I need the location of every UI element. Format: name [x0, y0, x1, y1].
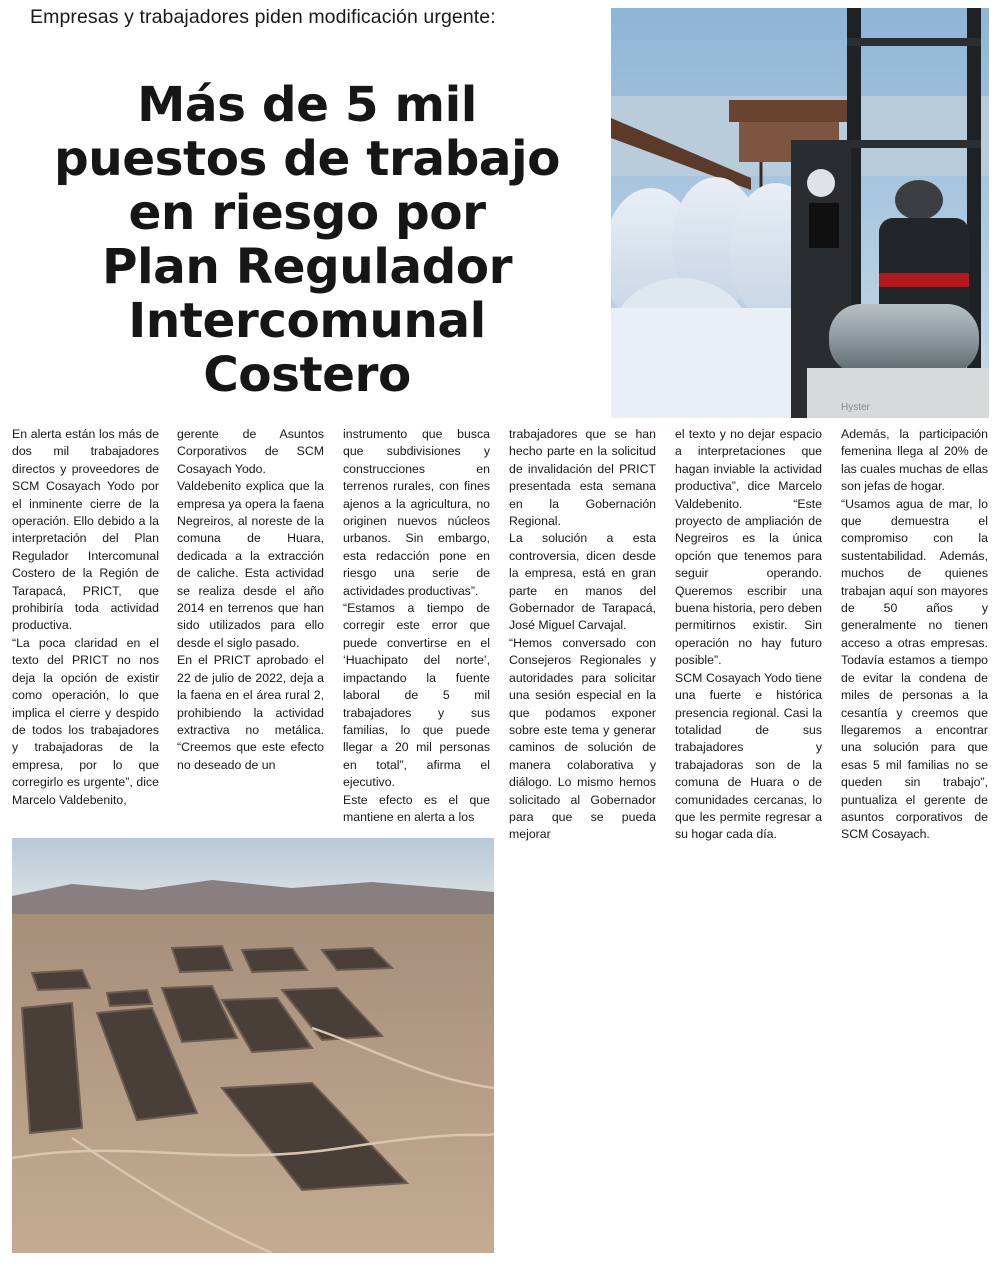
headline-line: en riesgo por — [128, 185, 486, 241]
forklift-photo — [611, 8, 989, 418]
paragraph: “La poca claridad en el texto del PRICT no nos deja la opción de existir como operación, lo que implica el cierre y despido de todos los trabajadores y trabajadoras de la empresa, por lo que corregirlo es urgente”, dice Marcelo Valdebenito, — [12, 635, 159, 807]
paragraph: “Hemos conversado con Consejeros Regionales y autoridades para solicitar una sesión especial en la que podamos exponer sobre este tema y generar caminos de solución de manera colaborativa y diálogo. Lo mismo hemos solicitado al Gobernador para que se pueda mejorar — [509, 635, 656, 842]
paragraph: Además, la participación femenina llega al 20% de las cuales muchas de ellas son jefas de hogar. — [841, 427, 988, 494]
headline-line: Intercomunal — [128, 293, 486, 349]
paragraph: La solución a esta controversia, dicen desde la empresa, está en gran parte en manos del Gobernador de Tarapacá, José Miguel Carvajal. — [509, 531, 656, 633]
paragraph: gerente de Asuntos Corporativos de SCM Cosayach Yodo. — [177, 427, 324, 476]
forklift-brand-label: Hyster — [841, 402, 870, 413]
headline-line: Costero — [203, 347, 411, 403]
aerial-mine-photo — [12, 838, 494, 1253]
paragraph: “Usamos agua de mar, lo que demuestra el compromiso con la sustentabilidad. Además, muchos de quienes trabajan aquí son mayores de 50 años y generalmente no tienen acceso a otras empresas. Todavía estamos a tiempo de evitar la condena de miles de personas a la cesantía y creemos que llegaremos a encontrar una solución para que esas 5 mil familias no se queden sin trabajo”, puntualiza el gerente de asuntos corporativos de SCM Cosayach. — [841, 496, 988, 842]
headline-line: Más de 5 mil — [137, 77, 477, 133]
kicker-line: Empresas y trabajadores piden modificación urgente: — [30, 6, 496, 28]
paragraph: Valdebenito explica que la empresa ya opera la faena Negreiros, al noreste de la comuna de Huara, dedicada a la extracción de caliche. Esta actividad se realiza desde el año 2014 en terrenos que han sido utilizados para ello desde el siglo pasado. — [177, 479, 324, 650]
article-column-2 — [177, 426, 324, 774]
paragraph: SCM Cosayach Yodo tiene una fuerte e histórica presencia regional. Casi la totalidad de sus trabajadores y trabajadoras son de la comuna de Huara o de comunidades cercanas, lo que les permite regresar a su hogar cada día. — [675, 670, 822, 842]
paragraph: trabajadores que se han hecho parte en la solicitud de invalidación del PRICT presentada esta semana en la Gobernación Regional. — [509, 427, 656, 529]
paragraph: En alerta están los más de dos mil trabajadores directos y proveedores de SCM Cosayach Yodo por el inminente cierre de la operación. Ello debido a la interpretación del Plan Regulador Intercomunal Costero de la Región de Tarapacá, PRICT, que prohibiría toda actividad productiva. — [12, 427, 159, 633]
paragraph: instrumento que busca que subdivisiones y construcciones en terrenos rurales, con fines ajenos a la agricultura, no originen nuevos núcleos urbanos. Sin embargo, esta redacción pone en riesgo una serie de actividades productivas”. — [343, 427, 490, 598]
article-column-5 — [675, 426, 822, 844]
headline-line: puestos de trabajo — [54, 131, 560, 187]
headline-line: Plan Regulador — [101, 239, 513, 295]
article-column-3 — [343, 426, 490, 826]
article-column-6 — [841, 426, 988, 844]
paragraph: Este efecto es el que mantiene en alerta a los — [343, 792, 490, 824]
paragraph: el texto y no dejar espacio a interpretaciones que hagan inviable la actividad productiva”, dice Marcelo Valdebenito. “Este proyecto de ampliación de Negreiros es la única opción que tenemos para seguir operando. Queremos escribir una buena historia, pero deben permitirnos existir. Sin operación no hay futuro posible”. — [675, 427, 822, 668]
paragraph: En el PRICT aprobado el 22 de julio de 2022, deja a la faena en el área rural 2, prohibiendo la actividad extractiva no metálica. “Creemos que este efecto no deseado de un — [177, 653, 324, 772]
article-column-1 — [12, 426, 159, 809]
headline — [12, 78, 602, 402]
paragraph: “Estamos a tiempo de corregir este error que puede convertirse en el ‘Huachipato del norte’, impactando la fuente laboral de 5 mil trabajadores y sus familias, lo que puede llegar a 20 mil personas en total”, afirma el ejecutivo. — [343, 601, 490, 790]
article-column-4 — [509, 426, 656, 844]
